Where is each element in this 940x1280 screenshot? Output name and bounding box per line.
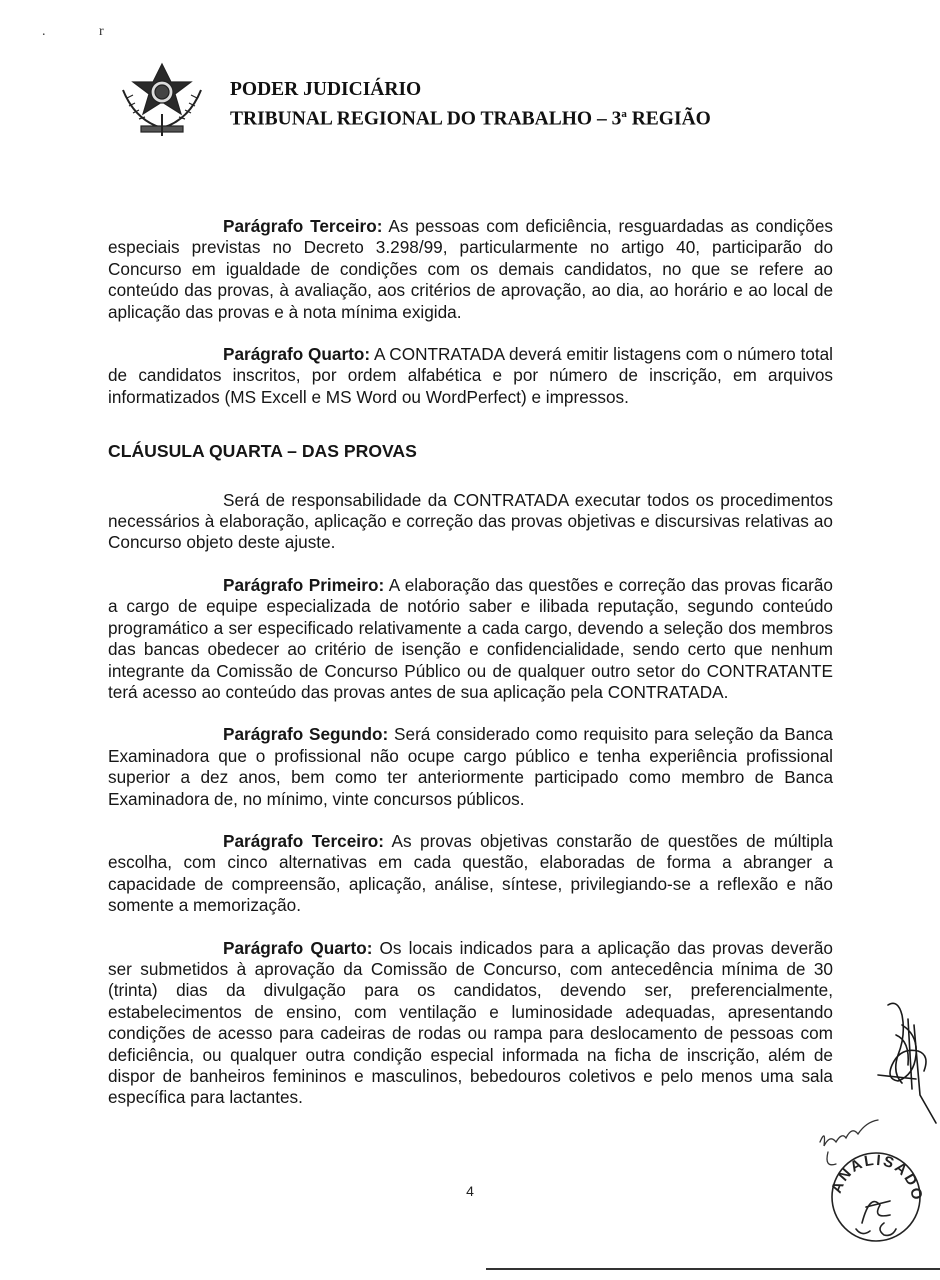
letterhead <box>230 78 711 132</box>
coat-of-arms-icon <box>115 60 210 140</box>
paragraph-lead: Parágrafo Quarto: <box>223 937 373 958</box>
paragraph-lead: Parágrafo Quarto: <box>223 344 371 365</box>
scan-speck: . <box>42 24 46 39</box>
scan-edge-line <box>486 1268 940 1270</box>
paragraph-text: Será considerado como requisito para seleção da Banca Examinadora que o profissional não ocupe cargo público e tenha experiência profissional superior a dez anos, bem como ter anteriormente participado como membro de Banca Examinadora de, no mínimo, vinte concursos públicos. <box>108 724 833 809</box>
paragraph-text: A elaboração das questões e correção das provas ficarão a cargo de equipe especializada de notório saber e ilibada reputação, segundo conteúdo programático a ser especificado relativamente a cada cargo, devendo a seleção dos membros das bancas obedecer ao critério de isenção e confidencialidade, sendo certo que nenhum integrante da Comissão de Concurso Público ou de qualquer outro setor do CONTRATANTE terá acesso ao conteúdo das provas antes de sua aplicação pela CONTRATADA. <box>108 574 833 702</box>
letterhead-line-2-end: REGIÃO <box>626 108 711 130</box>
paragraph-text: As provas objetivas constarão de questões de múltipla escolha, com cinco alternativas em cada questão, elaboradas de forma a abranger a capacidade de compreensão, aplicação, análise, síntese, privilegiando-se a reflexão e não somente a memorização. <box>108 830 833 916</box>
document-body <box>108 216 833 1130</box>
page-number: 4 <box>466 1183 474 1199</box>
paragraph-quarto-locais <box>108 938 833 1109</box>
paragraph-text: Os locais indicados para a aplicação das provas deverão ser submetidos à aprovação da Comissão de Concurso, com antecedência mínima de 30 (trinta) dias da divulgação para os candidatos, devendo ser, preferencialmente, estabelecimentos de ensino, com ventilação e luminosidade adequadas, apresentando condições de acesso para cadeiras de rodas ou rampa para deslocamento de pessoas com deficiência, ou qualquer outra condição especial informada na ficha de inscrição, além de dispor de banheiros femininos e masculinos, bebedouros coletivos e pelo menos uma sala específica para lactantes. <box>108 937 833 1108</box>
paragraph-terceiro-deficiencia <box>108 216 833 323</box>
paragraph-quarto-listagens <box>108 344 833 408</box>
paragraph-lead: Parágrafo Primeiro: <box>223 574 385 595</box>
letterhead-line-2 <box>230 102 711 132</box>
paragraph-text: A CONTRATADA deverá emitir listagens com o número total de candidatos inscritos, por ordem alfabética e por número de inscrição, em arquivos informatizados (MS Excell e MS Word ou WordPerfect) e impressos. <box>108 344 834 407</box>
paragraph-primeiro <box>108 575 833 703</box>
letterhead-line-1: PODER JUDICIÁRIO <box>230 79 422 100</box>
paragraph-lead: Parágrafo Terceiro: <box>223 216 383 236</box>
clause-heading: CLÁUSULA QUARTA – DAS PROVAS <box>108 441 417 462</box>
paragraph-lead: Parágrafo Segundo: <box>223 724 389 745</box>
stamp-text: ANALISADO <box>827 1151 926 1203</box>
clause-intro-paragraph: Será de responsabilidade da CONTRATADA executar todos os procedimentos necessários à elaboração, aplicação e correção das provas objetivas e discursivas relativas ao Concurso objeto deste ajuste. <box>108 489 833 553</box>
letterhead-ordinal: a <box>621 108 627 120</box>
paragraph-text: As pessoas com deficiência, resguardadas as condições especiais previstas no Decreto 3.298/99, particularmente no artigo 40, participarão do Concurso em igualdade de condições com os demais candidatos, no que se refere ao conteúdo das provas, à avaliação, aos critérios de aprovação, ao dia, ao horário e ao local de aplicação das provas e à nota mínima exigida. <box>108 216 833 322</box>
paragraph-terceiro-provas <box>108 831 833 917</box>
paragraph-lead: Parágrafo Terceiro: <box>223 830 384 851</box>
letterhead-line-2-main: TRIBUNAL REGIONAL DO TRABALHO – 3 <box>230 108 622 130</box>
scan-speck: r <box>99 24 104 39</box>
paragraph-segundo <box>108 724 833 810</box>
handwritten-signature-icon <box>858 995 940 1125</box>
